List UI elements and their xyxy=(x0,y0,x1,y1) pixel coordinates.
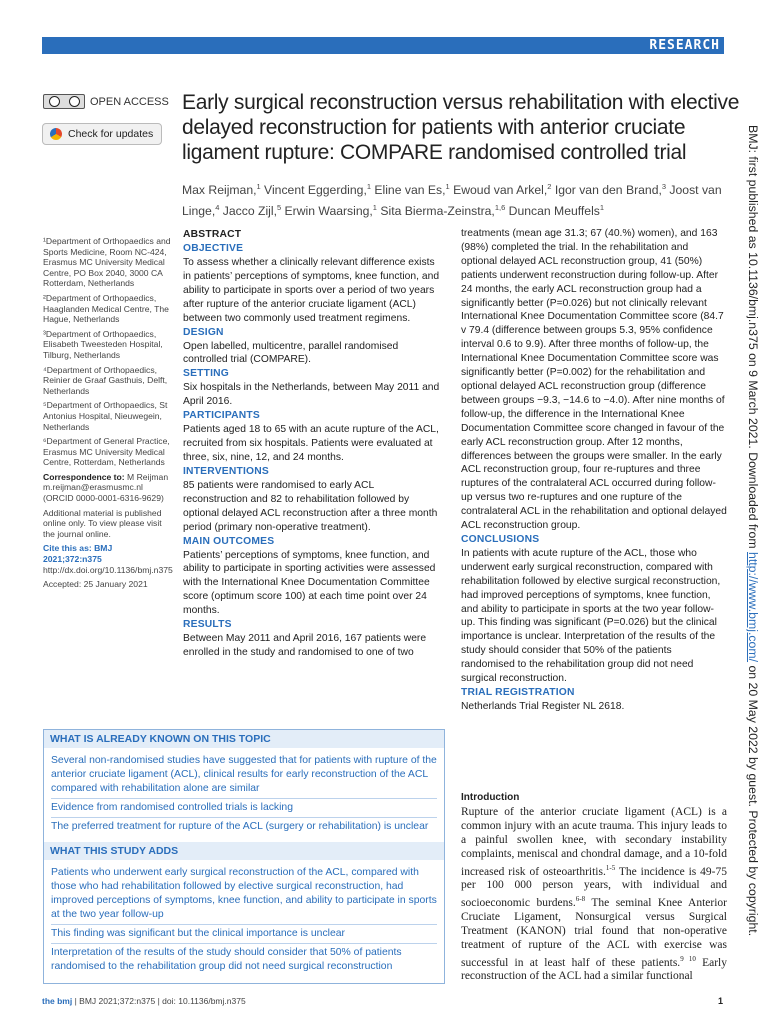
creative-commons-icon xyxy=(43,94,85,109)
registration-heading: TRIAL REGISTRATION xyxy=(461,687,575,698)
setting-text: Six hospitals in the Netherlands, between May 2011 and April 2016. xyxy=(183,382,440,408)
list-item: Evidence from randomised controlled trials is lacking xyxy=(51,799,437,818)
outcomes-heading: MAIN OUTCOMES xyxy=(183,535,275,547)
affiliation: ³Department of Orthopaedics, Elisabeth Tweesteden Hospital, Tilburg, Netherlands xyxy=(43,328,163,360)
objective-text: To assess whether a clinically relevant difference exists in patients’ perceptions of symptoms, knee function, and ability to participate in sports over a period of two years after rupture of the anterior cruciate ligament (ACL) between two commonly used treatment regimens. xyxy=(183,257,440,324)
check-updates-label: Check for updates xyxy=(68,128,154,140)
results-heading: RESULTS xyxy=(183,619,232,631)
download-notice xyxy=(742,125,762,937)
list-item: Interpretation of the results of the study should consider that 50% of patients randomised to the rehabilitation group did not need surgical reconstruction xyxy=(51,947,402,972)
abstract-column-1 xyxy=(183,228,441,660)
download-notice-text xyxy=(746,125,760,936)
conclusions-text: In patients with acute rupture of the ACL, those who underwent early surgical reconstruction, compared with rehabilitation followed by elective surgical reconstruction, had improved perceptions of symptoms, knee function, and ability to participate in sports at the two year follow-up. This finding was significant (P=0.026) but the clinical importance is unclear. Interpretation of the results of the study should consider that 50% of the patients randomised to the rehabilitation group did not need surgical reconstruction. xyxy=(461,547,721,685)
check-for-updates-button[interactable] xyxy=(42,123,162,145)
correspondence-text[interactable]: M Reijman m.reijman@erasmusmc.nl (ORCID 0000-0001-6316-9629) xyxy=(43,471,169,504)
notice-after: on 20 May 2022 by guest. Protected by copyright. xyxy=(746,662,760,937)
affiliations-sidebar xyxy=(43,236,171,594)
crossmark-icon xyxy=(50,128,62,140)
footer-citation: | BMJ 2021;372:n375 | doi: 10.1136/bmj.n375 xyxy=(72,996,246,1006)
results-text: Between May 2011 and April 2016, 167 patients were enrolled in the study and randomised to one of two xyxy=(183,633,427,658)
section-banner xyxy=(42,37,724,54)
registration-text: Netherlands Trial Register NL 2618. xyxy=(461,701,625,712)
journal-logo: the bmj xyxy=(42,996,73,1006)
list-item: Several non-randomised studies have suggested that for patients with rupture of the anterior cruciate ligament (ACL), clinical results for early reconstruction of the ACL compared with rehabilitation alone are similar xyxy=(51,752,437,799)
affiliation: ⁶Department of General Practice, Erasmus MC University Medical Centre, Rotterdam, Netherlands xyxy=(43,436,170,468)
notice-before: BMJ: first published as 10.1136/bmj.n375 on 9 March 2021. Downloaded from xyxy=(746,125,760,552)
affiliation: ⁵Department of Orthopaedics, St Antonius Hospital, Nieuwegein, Netherlands xyxy=(43,400,168,432)
abstract-heading: ABSTRACT xyxy=(183,229,242,240)
introduction-section xyxy=(461,791,727,984)
open-access-label: OPEN ACCESS xyxy=(90,95,169,108)
doi-link[interactable]: http://dx.doi.org/10.1136/bmj.n375 xyxy=(43,564,173,575)
list-item: This finding was significant but the clinical importance is unclear xyxy=(51,925,437,944)
known-heading: WHAT IS ALREADY KNOWN ON THIS TOPIC xyxy=(44,730,444,748)
known-list xyxy=(44,748,444,842)
supplementary-note: Additional material is published online only. To view please visit the journal online. xyxy=(43,507,162,539)
correspondence-label: Correspondence to: xyxy=(43,471,125,482)
interventions-heading: INTERVENTIONS xyxy=(183,465,269,477)
list-item: Patients who underwent early surgical reconstruction of the ACL, compared with those who had rehabilitation followed by elective surgical reconstruction, had improved perceptions of symptoms, knee function, and ability to participate in sports at the two year follow-up xyxy=(51,864,437,925)
correspondence xyxy=(43,472,171,504)
conclusions-heading: CONCLUSIONS xyxy=(461,533,540,545)
introduction-heading: Introduction xyxy=(461,792,520,803)
article-title: Early surgical reconstruction versus rehabilitation with elective delayed reconstruction for patients with anterior cruciate ligament rupture: COMPARE randomised controlled trial xyxy=(182,91,740,164)
participants-text: Patients aged 18 to 65 with an acute rupture of the ACL, recruited from six hospitals. Patients were evaluated at three, six, nine, 12, and 24 months. xyxy=(183,424,439,463)
cite-as: Cite this as: BMJ 2021;372:n375 xyxy=(43,543,113,565)
setting-heading: SETTING xyxy=(183,368,230,380)
author-list: Max Reijman,$^1$ Vincent Eggerding,$^1$ Eline van Es,$^1$ Ewoud van Arkel,$^2$ Igor van den Brand,$^3$ Joost van Linge,$^4$ Jacco Zijl,$^5$ Erwin Waarsing,$^1$ Sita Bierma-Zeinstra,$^{1,6}$ Duncan Meuffels$^1$ xyxy=(182,182,722,219)
affiliation: ²Department of Orthopaedics, Haaglanden Medical Centre, The Hague, Netherlands xyxy=(43,292,169,325)
participants-heading: PARTICIPANTS xyxy=(183,410,260,422)
affiliation: ¹Department of Orthopaedics and Sports Medicine, Room NC-424, Erasmus MC University Medical Centre, PO Box 2040, 3000 CA Rotterdam, Netherlands xyxy=(43,236,171,289)
outcomes-text: Patients’ perceptions of symptoms, knee function, and ability to participate in sporting activities were assessed with the International Knee Documentation Committee score (optimum score 100) at each time point over 24 months. xyxy=(183,549,436,617)
accepted-date: Accepted: 25 January 2021 xyxy=(43,579,148,590)
open-access-badge[interactable] xyxy=(43,94,169,109)
list-item: The preferred treatment for rupture of the ACL (surgery or rehabilitation) is unclear xyxy=(51,821,429,832)
adds-list xyxy=(44,860,444,982)
design-text: Open labelled, multicentre, parallel randomised controlled trial (COMPARE). xyxy=(183,340,399,366)
results-continued: treatments (mean age 31.3; 67 (40.%) women), and 163 (98%) completed the trial. In the rehabilitation and optional delayed ACL reconstruction group, 41 (50%) patients underwent reconstruction during follow-up. After 24 months, the early ACL reconstruction group had a significantly better (P=0.026) but not clinically relevant International Knee Documentation Committee score (84.7 v 79.4 (difference between groups 5.3, 95% confidence interval 0.6 to 9.9). After three months of follow-up, the International Knee Documentation Committee score was significantly better (P=0.002) for the rehabilitation and optional delayed ACL reconstruction group (difference between groups −9.3, −14.6 to −4.0). After nine months of follow-up, the difference in the International Knee Documentation Committee score changed in favour of the early ACL reconstruction group. After 12 months, differences between the groups were smaller. In the early ACL reconstruction group, four re-ruptures and three ruptures of the contralateral ACL occurred during follow-up versus two re-ruptures and one rupture of the contralateral ACL in the rehabilitation and optional delayed ACL reconstruction group. xyxy=(461,228,727,532)
interventions-text: 85 patients were randomised to early ACL reconstruction and 82 to rehabilitation followed by optional delayed ACL reconstruction after a three month period (primary non-operative treatment). xyxy=(183,479,438,533)
section-label: RESEARCH xyxy=(649,38,720,53)
design-heading: DESIGN xyxy=(183,326,224,338)
objective-heading: OBJECTIVE xyxy=(183,243,244,254)
adds-heading: WHAT THIS STUDY ADDS xyxy=(44,842,444,860)
affiliation: ⁴Department of Orthopaedics, Reinier de Graaf Gasthuis, Delft, Netherlands xyxy=(43,364,168,396)
abstract-column-2 xyxy=(461,227,727,714)
page-number: 1 xyxy=(718,996,724,1006)
bmj-link[interactable]: http://www.bmj.com/ xyxy=(746,552,760,663)
summary-box xyxy=(43,729,445,984)
introduction-text: Rupture of the anterior cruciate ligament (ACL) is a common injury with an acute trauma. This injury leads to a painful swollen knee, with secondary instability complaints, meniscal and chondral damage, and a 10-fold increased risk of osteoarthritis.$^{1-5}$ The incidence is 49-75 per 100 000 person years, with individual and socioeconomic burdens.$^{6-8}$ The seminal Knee Anterior Cruciate Ligament, Nonsurgical versus Surgical Treatment (KANON) trial found that non-operative treatment of rupture of the ACL with exercise was successful in at least half of these patients.$^{9 10}$ Early reconstruction of the ACL had a similar functional xyxy=(461,805,728,983)
page-footer xyxy=(42,996,246,1006)
